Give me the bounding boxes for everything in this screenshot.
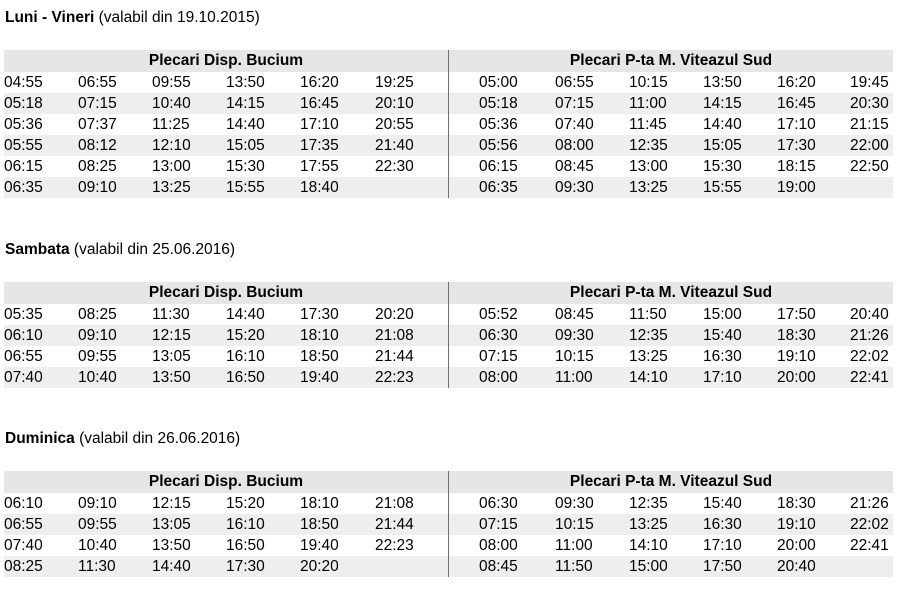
departure-time-bucium: 10:40 — [78, 537, 117, 554]
section-title — [5, 430, 240, 448]
departure-time-bucium: 14:40 — [152, 558, 191, 575]
departure-time-viteazul: 07:15 — [479, 348, 518, 365]
departure-time-viteazul: 12:35 — [629, 495, 668, 512]
departure-time-bucium: 17:55 — [300, 158, 339, 175]
departure-time-viteazul: 15:40 — [703, 495, 742, 512]
departure-time-viteazul: 18:30 — [777, 495, 816, 512]
departure-time-bucium: 20:10 — [375, 95, 414, 112]
departure-time-bucium: 21:44 — [375, 516, 414, 533]
departure-time-bucium: 06:55 — [4, 516, 43, 533]
departure-time-bucium: 14:40 — [226, 306, 265, 323]
departure-time-viteazul: 13:25 — [629, 348, 668, 365]
departure-time-bucium: 13:50 — [152, 537, 191, 554]
departure-time-bucium: 07:37 — [78, 116, 117, 133]
departure-time-viteazul: 17:10 — [703, 369, 742, 386]
departure-time-bucium: 18:50 — [300, 348, 339, 365]
departure-time-viteazul: 22:00 — [850, 137, 889, 154]
column-divider — [448, 282, 449, 388]
departure-time-viteazul: 15:00 — [703, 306, 742, 323]
departure-time-viteazul: 05:36 — [479, 116, 518, 133]
departure-time-bucium: 15:05 — [226, 137, 265, 154]
departure-time-viteazul: 12:35 — [629, 327, 668, 344]
departure-time-bucium: 09:10 — [78, 327, 117, 344]
departure-time-viteazul: 13:00 — [629, 158, 668, 175]
departure-time-viteazul: 07:15 — [479, 516, 518, 533]
departure-time-viteazul: 16:20 — [777, 74, 816, 91]
departure-time-viteazul: 20:30 — [850, 95, 889, 112]
departure-time-bucium: 11:30 — [152, 306, 190, 323]
departure-time-bucium: 09:10 — [78, 179, 117, 196]
departure-time-viteazul: 21:26 — [850, 495, 889, 512]
departure-time-viteazul: 10:15 — [555, 348, 594, 365]
departure-time-viteazul: 10:15 — [555, 516, 594, 533]
departure-time-bucium: 06:10 — [4, 327, 43, 344]
departure-time-viteazul: 17:10 — [777, 116, 816, 133]
departure-time-viteazul: 05:18 — [479, 95, 518, 112]
departure-time-viteazul: 15:05 — [703, 137, 742, 154]
departure-time-viteazul: 05:56 — [479, 137, 518, 154]
departure-time-viteazul: 19:10 — [777, 348, 816, 365]
departure-time-bucium: 08:12 — [78, 137, 117, 154]
departure-time-bucium: 11:30 — [78, 558, 116, 575]
section-title-validity: (valabil din 26.06.2016) — [74, 430, 241, 447]
departure-time-viteazul: 20:00 — [777, 537, 816, 554]
header-departures-viteazul: Plecari P-ta M. Viteazul Sud — [449, 50, 893, 72]
section-title-validity: (valabil din 25.06.2016) — [69, 241, 236, 258]
departure-time-viteazul: 18:30 — [777, 327, 816, 344]
departure-time-viteazul: 15:00 — [629, 558, 668, 575]
departure-time-viteazul: 14:40 — [703, 116, 742, 133]
departure-time-viteazul: 17:10 — [703, 537, 742, 554]
departure-time-viteazul: 14:10 — [629, 537, 668, 554]
departure-time-viteazul: 06:30 — [479, 495, 518, 512]
departure-time-bucium: 21:40 — [375, 137, 414, 154]
departure-time-viteazul: 14:15 — [703, 95, 742, 112]
schedule-table — [4, 471, 893, 577]
departure-time-bucium: 08:25 — [78, 158, 117, 175]
departure-time-bucium: 09:10 — [78, 495, 117, 512]
departure-time-bucium: 07:40 — [4, 369, 43, 386]
departure-time-viteazul: 08:45 — [555, 158, 594, 175]
departure-time-viteazul: 06:15 — [479, 158, 518, 175]
departure-time-bucium: 16:20 — [300, 74, 339, 91]
schedule-section — [0, 232, 899, 402]
schedule-section — [0, 0, 899, 196]
departure-time-viteazul: 15:55 — [703, 179, 742, 196]
departure-time-viteazul: 19:00 — [777, 179, 816, 196]
departure-time-viteazul: 06:35 — [479, 179, 518, 196]
departure-time-bucium: 09:55 — [78, 516, 117, 533]
departure-time-bucium: 16:45 — [300, 95, 339, 112]
departure-time-viteazul: 21:26 — [850, 327, 889, 344]
departure-time-bucium: 19:40 — [300, 369, 339, 386]
section-title — [5, 241, 235, 259]
departure-time-bucium: 05:36 — [4, 116, 43, 133]
departure-time-viteazul: 18:15 — [777, 158, 816, 175]
departure-time-bucium: 06:55 — [78, 74, 117, 91]
departure-time-viteazul: 20:00 — [777, 369, 816, 386]
departure-time-bucium: 15:55 — [226, 179, 265, 196]
departure-time-bucium: 08:25 — [4, 558, 43, 575]
departure-time-bucium: 21:08 — [375, 327, 414, 344]
departure-time-viteazul: 22:02 — [850, 516, 889, 533]
departure-time-bucium: 05:18 — [4, 95, 43, 112]
departure-time-bucium: 13:05 — [152, 348, 191, 365]
departure-time-viteazul: 17:50 — [777, 306, 816, 323]
departure-time-bucium: 21:08 — [375, 495, 414, 512]
header-departures-bucium: Plecari Disp. Bucium — [4, 50, 448, 72]
header-departures-bucium: Plecari Disp. Bucium — [4, 282, 448, 304]
departure-time-bucium: 22:23 — [375, 369, 414, 386]
departure-time-bucium: 13:50 — [226, 74, 265, 91]
departure-time-bucium: 19:40 — [300, 537, 339, 554]
section-title-days: Sambata — [5, 241, 70, 258]
departure-time-bucium: 13:00 — [152, 158, 191, 175]
departure-time-viteazul: 13:25 — [629, 516, 668, 533]
departure-time-viteazul: 11:00 — [555, 537, 593, 554]
departure-time-bucium: 18:40 — [300, 179, 339, 196]
departure-time-bucium: 17:35 — [300, 137, 339, 154]
departure-time-viteazul: 21:15 — [850, 116, 889, 133]
departure-time-bucium: 18:10 — [300, 495, 339, 512]
departure-time-viteazul: 15:40 — [703, 327, 742, 344]
departure-time-bucium: 10:40 — [78, 369, 117, 386]
section-title — [5, 9, 260, 27]
departure-time-viteazul: 19:45 — [850, 74, 889, 91]
departure-time-viteazul: 12:35 — [629, 137, 668, 154]
departure-time-viteazul: 20:40 — [850, 306, 889, 323]
departure-time-viteazul: 06:30 — [479, 327, 518, 344]
departure-time-bucium: 22:23 — [375, 537, 414, 554]
departure-time-bucium: 05:55 — [4, 137, 43, 154]
departure-time-viteazul: 22:50 — [850, 158, 889, 175]
departure-time-viteazul: 09:30 — [555, 327, 594, 344]
departure-time-viteazul: 22:02 — [850, 348, 889, 365]
departure-time-viteazul: 09:30 — [555, 179, 594, 196]
section-title-days: Luni - Vineri — [5, 9, 95, 26]
departure-time-bucium: 06:35 — [4, 179, 43, 196]
departure-time-viteazul: 13:50 — [703, 74, 742, 91]
departure-time-bucium: 20:55 — [375, 116, 414, 133]
departure-time-bucium: 13:25 — [152, 179, 191, 196]
departure-time-bucium: 14:15 — [226, 95, 265, 112]
departure-time-bucium: 18:10 — [300, 327, 339, 344]
departure-time-bucium: 20:20 — [300, 558, 339, 575]
departure-time-viteazul: 11:00 — [629, 95, 667, 112]
departure-time-bucium: 08:25 — [78, 306, 117, 323]
departure-time-viteazul: 19:10 — [777, 516, 816, 533]
section-title-validity: (valabil din 19.10.2015) — [94, 9, 260, 26]
departure-time-viteazul: 07:40 — [555, 116, 594, 133]
departure-time-viteazul: 11:50 — [629, 306, 667, 323]
departure-time-viteazul: 11:45 — [629, 116, 667, 133]
schedule-section — [0, 421, 899, 591]
departure-time-viteazul: 05:00 — [479, 74, 518, 91]
departure-time-bucium: 16:50 — [226, 369, 265, 386]
departure-time-bucium: 21:44 — [375, 348, 414, 365]
departure-time-bucium: 12:15 — [152, 327, 191, 344]
section-title-days: Duminica — [5, 430, 75, 447]
departure-time-bucium: 15:30 — [226, 158, 265, 175]
departure-time-bucium: 12:10 — [152, 137, 191, 154]
departure-time-viteazul: 08:00 — [555, 137, 594, 154]
departure-time-bucium: 07:15 — [78, 95, 117, 112]
departure-time-viteazul: 08:00 — [479, 537, 518, 554]
departure-time-bucium: 16:10 — [226, 348, 265, 365]
departure-time-viteazul: 16:30 — [703, 348, 742, 365]
departure-time-viteazul: 08:45 — [479, 558, 518, 575]
departure-time-bucium: 16:10 — [226, 516, 265, 533]
departure-time-viteazul: 05:52 — [479, 306, 518, 323]
departure-time-bucium: 14:40 — [226, 116, 265, 133]
departure-time-bucium: 06:10 — [4, 495, 43, 512]
departure-time-bucium: 06:55 — [4, 348, 43, 365]
departure-time-viteazul: 08:00 — [479, 369, 518, 386]
departure-time-bucium: 17:30 — [300, 306, 339, 323]
departure-time-bucium: 12:15 — [152, 495, 191, 512]
departure-time-bucium: 17:30 — [226, 558, 265, 575]
departure-time-viteazul: 22:41 — [850, 537, 889, 554]
schedule-table — [4, 50, 893, 198]
departure-time-bucium: 19:25 — [375, 74, 414, 91]
departure-time-bucium: 20:20 — [375, 306, 414, 323]
departure-time-viteazul: 16:30 — [703, 516, 742, 533]
departure-time-bucium: 15:20 — [226, 495, 265, 512]
departure-time-bucium: 17:10 — [300, 116, 339, 133]
departure-time-bucium: 09:55 — [152, 74, 191, 91]
departure-time-viteazul: 10:15 — [629, 74, 668, 91]
departure-time-bucium: 10:40 — [152, 95, 191, 112]
column-divider — [448, 50, 449, 198]
departure-time-viteazul: 20:40 — [777, 558, 816, 575]
departure-time-viteazul: 11:50 — [555, 558, 593, 575]
departure-time-viteazul: 22:41 — [850, 369, 889, 386]
departure-time-viteazul: 07:15 — [555, 95, 594, 112]
departure-time-viteazul: 14:10 — [629, 369, 668, 386]
departure-time-viteazul: 15:30 — [703, 158, 742, 175]
departure-time-bucium: 04:55 — [4, 74, 43, 91]
departure-time-bucium: 09:55 — [78, 348, 117, 365]
departure-time-viteazul: 13:25 — [629, 179, 668, 196]
departure-time-viteazul: 06:55 — [555, 74, 594, 91]
departure-time-bucium: 05:35 — [4, 306, 43, 323]
header-departures-bucium: Plecari Disp. Bucium — [4, 471, 448, 493]
departure-time-bucium: 16:50 — [226, 537, 265, 554]
header-departures-viteazul: Plecari P-ta M. Viteazul Sud — [449, 471, 893, 493]
departure-time-viteazul: 17:50 — [703, 558, 742, 575]
departure-time-bucium: 15:20 — [226, 327, 265, 344]
schedule-table — [4, 282, 893, 388]
departure-time-bucium: 06:15 — [4, 158, 43, 175]
departure-time-bucium: 11:25 — [152, 116, 190, 133]
departure-time-viteazul: 16:45 — [777, 95, 816, 112]
column-divider — [448, 471, 449, 577]
departure-time-viteazul: 11:00 — [555, 369, 593, 386]
departure-time-bucium: 07:40 — [4, 537, 43, 554]
departure-time-bucium: 13:05 — [152, 516, 191, 533]
departure-time-viteazul: 08:45 — [555, 306, 594, 323]
departure-time-bucium: 22:30 — [375, 158, 414, 175]
departure-time-bucium: 13:50 — [152, 369, 191, 386]
departure-time-bucium: 18:50 — [300, 516, 339, 533]
departure-time-viteazul: 17:30 — [777, 137, 816, 154]
header-departures-viteazul: Plecari P-ta M. Viteazul Sud — [449, 282, 893, 304]
departure-time-viteazul: 09:30 — [555, 495, 594, 512]
